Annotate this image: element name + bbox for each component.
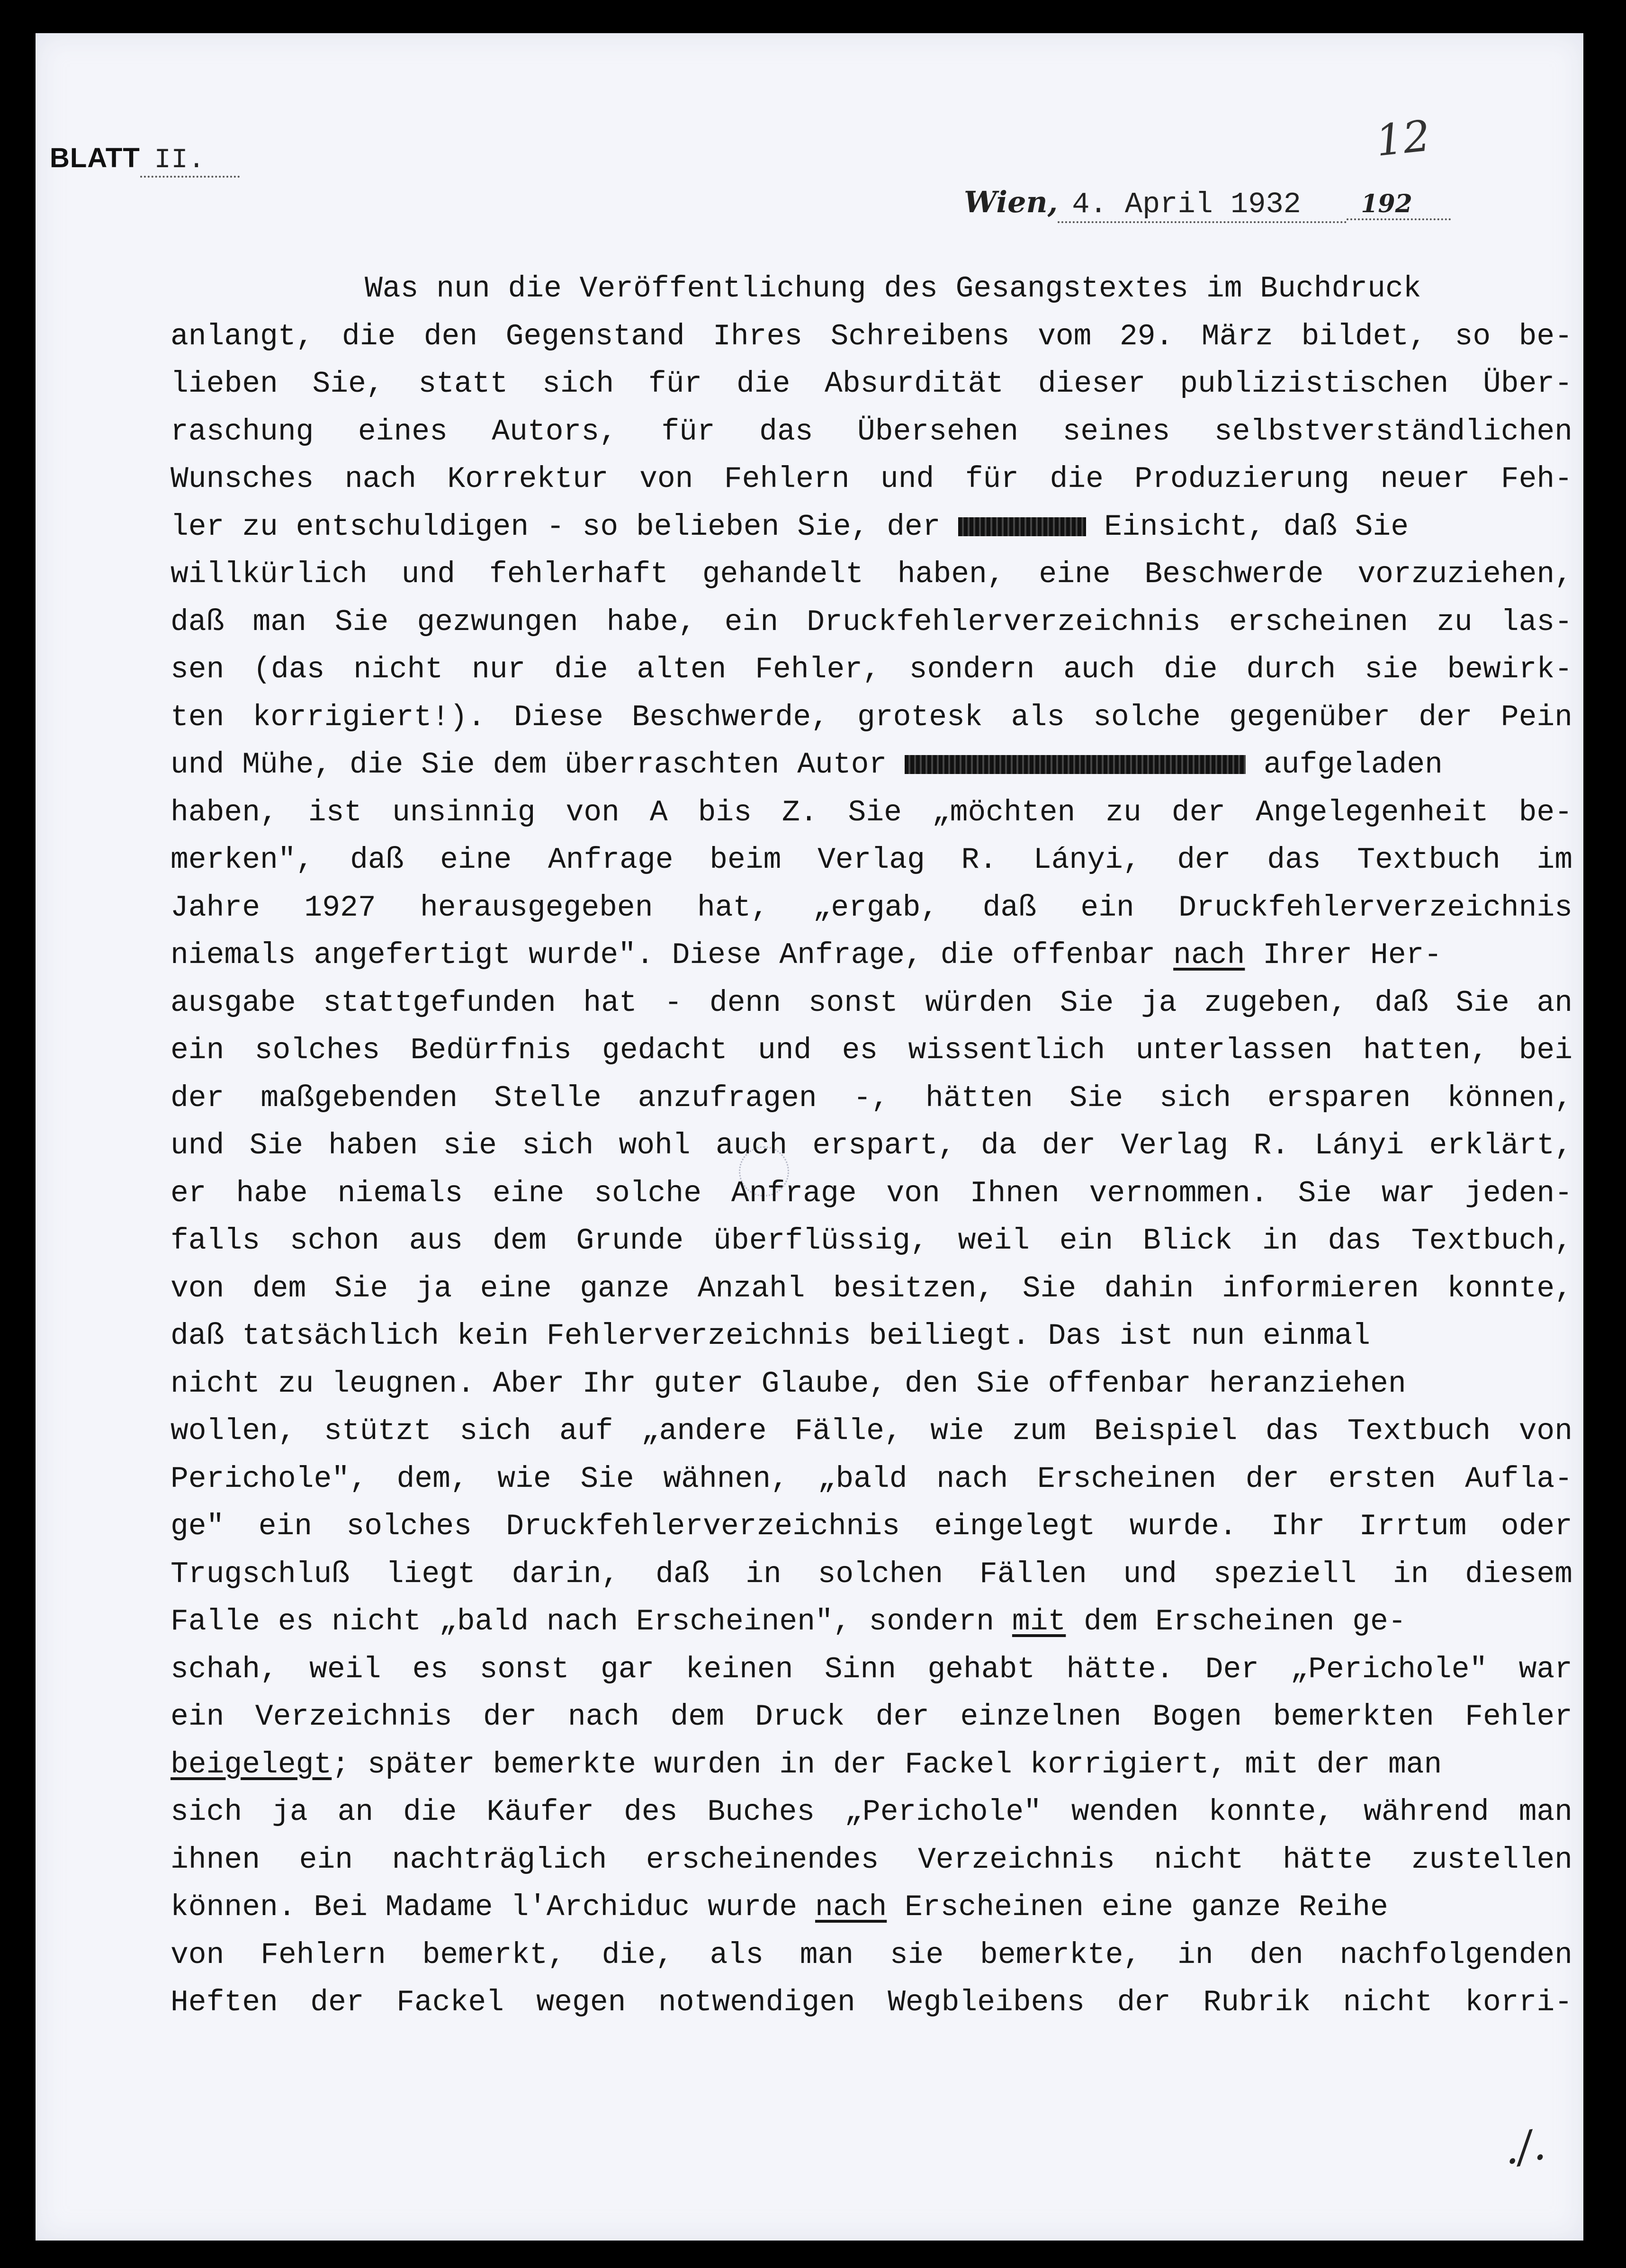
text-line: raschung eines Autors, für das Übersehen seines selbstverständlichen [171,414,1572,449]
dateline-date: 4. April 1932 [1058,188,1347,223]
dateline-year-prefix: 192 [1347,189,1451,220]
text-line: daß man Sie gezwungen habe, ein Druckfehlerverzeichnis erscheinen zu las- [171,605,1572,639]
text-line [171,1741,1572,1789]
text-segment: Falle es nicht „bald nach Erscheinen", sondern [171,1605,995,1638]
text-line: anlangt, die den Gegenstand Ihres Schreibens vom 29. März bildet, so be- [171,319,1572,353]
text-line: nicht zu leugnen. Aber Ihr guter Glaube, den Sie offenbar heranziehen [171,1367,1406,1401]
text-segment: Ihrer Her- [1263,938,1442,972]
struck-out-phrase [905,755,1246,774]
text-line: haben, ist unsinnig von A bis Z. Sie „möchten zu der Angelegenheit be- [171,795,1572,829]
blatt-label-text: BLATT [50,143,140,173]
text-line: falls schon aus dem Grunde überflüssig, weil ein Blick in das Textbuch, [171,1224,1572,1258]
text-line: Heften der Fackel wegen notwendigen Wegbleibens der Rubrik nicht korri- [171,1986,1572,2019]
text-line: schah, weil es sonst gar keinen Sinn gehabt hätte. Der „Perichole" war [171,1652,1572,1686]
text-line: von Fehlern bemerkt, die, als man sie bemerkte, in den nachfolgenden [171,1938,1572,1972]
underlined-word: nach [815,1890,887,1924]
blatt-number: II. [140,145,240,178]
blatt-label [50,142,240,178]
document-page [36,33,1583,2241]
text-line: wollen, stützt sich auf „andere Fälle, wie zum Beispiel das Textbuch von [171,1414,1572,1448]
text-segment: Einsicht, daß Sie [1104,510,1409,544]
text-line: sen (das nicht nur die alten Fehler, sondern auch die durch sie bewirk- [171,653,1572,686]
text-line: Was nun die Veröffentlichung des Gesangstextes im Buchdruck [365,272,1421,306]
text-line: Trugschluß liegt darin, daß in solchen Fällen und speziell in diesem [171,1557,1572,1591]
text-line: ten korrigiert!). Diese Beschwerde, grotesk als solche gegenüber der Pein [171,700,1572,734]
text-line: ge" ein solches Druckfehlerverzeichnis eingelegt wurde. Ihr Irrtum oder [171,1510,1572,1543]
text-line [171,932,1572,980]
continuation-mark: ./. [1500,2119,1549,2175]
text-line: von dem Sie ja eine ganze Anzahl besitzen, Sie dahin informieren konnte, [171,1271,1572,1305]
folio-number: 12 [1373,111,1433,166]
text-line: der maßgebenden Stelle anzufragen -, hätten Sie sich ersparen können, [171,1081,1572,1115]
text-line: er habe niemals eine solche Anfrage von Ihnen vernommen. Sie war jeden- [171,1176,1572,1210]
text-line: und Sie haben sie sich wohl auch erspart, da der Verlag R. Lányi erklärt, [171,1129,1572,1162]
text-line: ein solches Bedürfnis gedacht und es wissentlich unterlassen hatten, bei [171,1034,1572,1067]
dateline-city: Wien, [964,185,1058,219]
text-line: Perichole", dem, wie Sie wähnen, „bald nach Erscheinen der ersten Aufla- [171,1462,1572,1496]
text-segment: ler zu entschuldigen - so belieben Sie, der [171,510,941,544]
text-line: ausgabe stattgefunden hat - denn sonst würden Sie ja zugeben, daß Sie an [171,986,1572,1020]
letter-body [171,265,1572,2027]
text-line [171,1598,1572,1646]
text-line [171,1884,1572,1932]
text-line [171,741,1572,789]
underlined-word: mit [1012,1605,1066,1638]
text-line: sich ja an die Käufer des Buches „Perichole" wenden konnte, während man [171,1795,1572,1829]
text-line: Jahre 1927 herausgegeben hat, „ergab, daß ein Druckfehlerverzeichnis [171,891,1572,925]
underlined-word: beigelegt [171,1747,332,1782]
text-line: daß tatsächlich kein Fehlerverzeichnis beiliegt. Das ist nun einmal [171,1319,1371,1353]
text-segment: können. Bei Madame l'Archiduc wurde [171,1890,798,1924]
text-line: ihnen ein nachträglich erscheinendes Verzeichnis nicht hätte zustellen [171,1843,1572,1877]
text-line: ein Verzeichnis der nach dem Druck der einzelnen Bogen bemerkten Fehler [171,1700,1572,1734]
underlined-word: nach [1173,938,1245,972]
text-segment: Erscheinen eine ganze Reihe [905,1890,1388,1924]
text-segment: ; später bemerkte wurden in der Fackel korrigiert, mit der man [332,1747,1442,1782]
text-line: Wunsches nach Korrektur von Fehlern und für die Produzierung neuer Feh- [171,462,1572,496]
text-segment: aufgeladen [1263,748,1443,782]
text-line: willkürlich und fehlerhaft gehandelt haben, eine Beschwerde vorzuziehen, [171,558,1572,591]
text-line: merken", daß eine Anfrage beim Verlag R. Lányi, der das Textbuch im [171,843,1572,877]
text-line: lieben Sie, statt sich für die Absurdität dieser publizistischen Über- [171,367,1572,401]
struck-out-word [958,517,1086,536]
text-segment: dem Erscheinen ge- [1084,1605,1406,1638]
text-line [171,504,1572,551]
text-segment: und Mühe, die Sie dem überraschten Autor [171,748,887,782]
dateline [964,185,1451,223]
text-segment: niemals angefertigt wurde". Diese Anfrage, die offenbar [171,938,1156,972]
